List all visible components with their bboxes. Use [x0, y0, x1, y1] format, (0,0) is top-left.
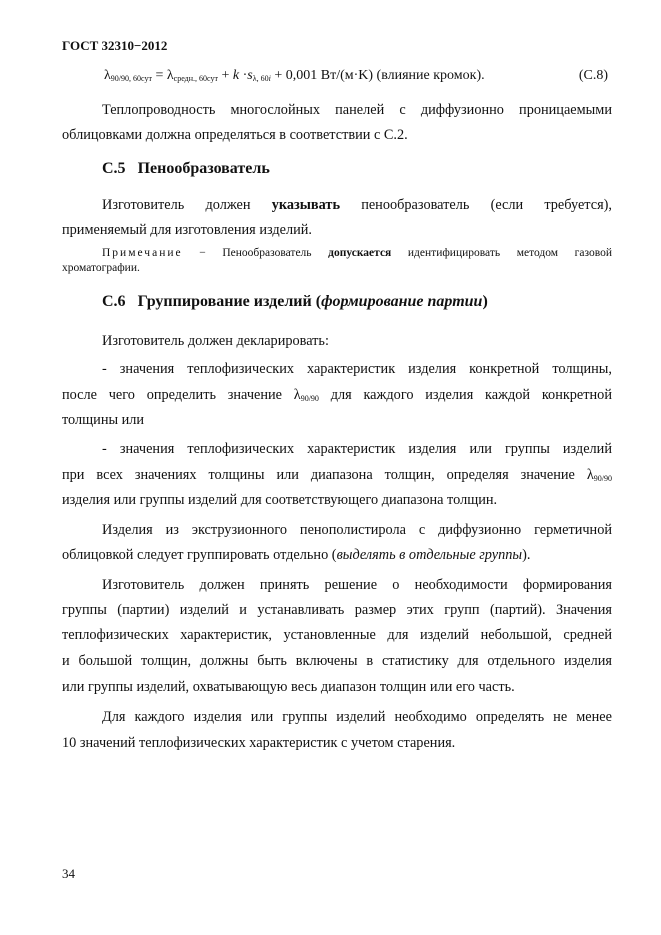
lambda-symbol: λ	[586, 467, 594, 483]
formula-c8	[104, 68, 608, 84]
formula-rhs-subscript: средн., 60сут	[173, 74, 218, 83]
list-item-2-line3: изделия или группы изделий для соответствующего диапазона толщин.	[62, 492, 498, 508]
note-line2: хроматографии.	[62, 262, 140, 274]
paragraph-decision-line5: или группы изделий, охватывающую весь диапазон толщин или его часть.	[62, 679, 515, 695]
document-header: ГОСТ 32310−2012	[62, 38, 168, 53]
section-heading-c5	[102, 160, 270, 178]
lambda-subscript: 90/90	[593, 474, 612, 483]
text-run: идентифицировать методом газовой	[391, 247, 612, 259]
note-line1	[62, 246, 612, 261]
formula-rhs-symbol: λ	[166, 68, 174, 83]
text-run: ).	[522, 547, 531, 563]
formula-tail: + 0,001 Вт/(м·K) (влияние кромок).	[270, 68, 485, 83]
formula-s-sub-i: i	[268, 74, 271, 83]
lambda-subscript: 90/90	[300, 394, 319, 403]
list-item-2-line1: - значения теплофизических характеристик изделия или группы изделий	[102, 441, 612, 457]
list-item-2-line2	[62, 463, 612, 491]
paragraph-extrusion-line1: Изделия из экструзионного пенополистирола с диффузионно герметичной	[102, 522, 612, 538]
text-run: Пенообразователь	[222, 247, 329, 259]
list-item-1-line1: - значения теплофизических характеристик изделия конкретной толщины,	[102, 361, 612, 377]
text-run: пенообразователь (если требуется),	[340, 197, 612, 213]
list-item-1-line3: толщины или	[62, 412, 145, 428]
italic-text-run: выделять в отдельные группы	[336, 547, 523, 563]
paragraph-decision-line2: группы (партии) изделий и устанавливать размер этих групп (партий). Значения	[62, 602, 612, 618]
list-item-1-line2	[62, 383, 612, 411]
paragraph-panels-line2: облицовками должна определяться в соответствии с С.2.	[62, 127, 408, 143]
note-dash: −	[182, 247, 223, 259]
paragraph-extrusion-line2	[62, 543, 612, 568]
paragraph-decision-line1: Изготовитель должен принять решение о необходимости формирования	[102, 577, 612, 593]
bold-text-run: допускается	[328, 247, 392, 259]
paragraph-panels-line1: Теплопроводность многослойных панелей с диффузионно проницаемыми	[102, 102, 612, 118]
paragraph-decision-line4: и большой толщин, должны быть включены в статистику для отдельного изделия	[62, 653, 612, 669]
section-title-italic: формирование партии	[321, 293, 483, 310]
formula-plus: +	[217, 68, 233, 83]
page-number: 34	[62, 866, 75, 881]
formula-number: (С.8)	[578, 68, 608, 83]
formula-s: s	[247, 68, 253, 83]
section-number: С.6	[102, 293, 126, 310]
text-run: Изготовитель должен	[102, 197, 272, 213]
formula-s-sub-60: , 60	[256, 74, 269, 83]
paragraph-count-line2: 10 значений теплофизических характеристик с учетом старения.	[62, 735, 456, 751]
paragraph-foaming-line2: применяемый для изготовления изделий.	[62, 222, 312, 238]
paragraph-foaming-line1	[62, 193, 612, 218]
text-run: для каждого изделия каждой конкретной	[318, 387, 612, 403]
section-title: Группирование изделий (	[137, 293, 322, 310]
section-title: Пенообразователь	[137, 160, 270, 177]
lambda-symbol: λ	[293, 387, 301, 403]
section-heading-c6	[102, 293, 488, 311]
formula-s-subscript	[253, 74, 271, 83]
formula-dot: ·	[239, 68, 248, 83]
section-number: С.5	[102, 160, 126, 177]
text-run: после чего определить значение	[62, 387, 294, 403]
paragraph-declare: Изготовитель должен декларировать:	[102, 333, 329, 349]
formula-equals: =	[151, 68, 167, 83]
paragraph-decision-line3: теплофизических характеристик, установленные для изделий небольшой, средней	[62, 627, 612, 643]
note-label: Примечание	[102, 247, 183, 259]
section-title-close: )	[482, 293, 488, 310]
formula-lhs-symbol: λ	[104, 68, 111, 83]
formula-lhs-subscript: 90/90, 60сут	[110, 74, 152, 83]
formula-k: k	[232, 68, 240, 83]
text-run: облицовкой следует группировать отдельно (	[62, 547, 337, 563]
formula-s-sub-lambda: λ	[252, 74, 257, 83]
bold-text-run: указывать	[271, 197, 341, 213]
paragraph-count-line1: Для каждого изделия или группы изделий необходимо определять не менее	[102, 709, 612, 725]
text-run: при всех значениях толщины или диапазона толщин, определяя значение	[62, 467, 587, 483]
